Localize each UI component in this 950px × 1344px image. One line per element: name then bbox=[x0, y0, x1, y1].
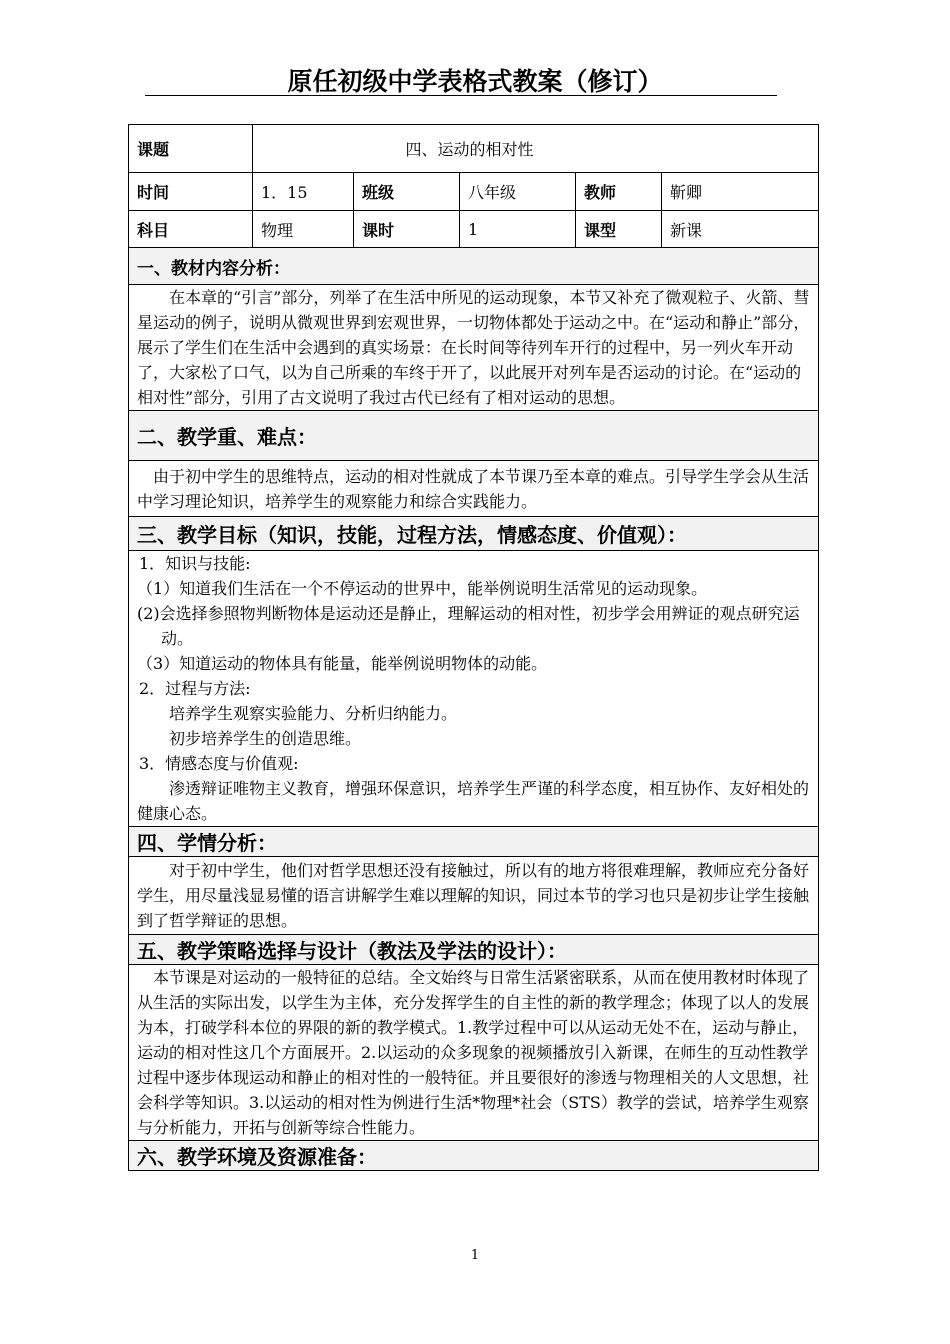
objective-heading-attitude: 3．情感态度与价值观: bbox=[139, 754, 299, 773]
section-2-heading: 二、教学重、难点： bbox=[129, 411, 819, 461]
page-number: 1 bbox=[470, 1248, 480, 1263]
lesson-plan-table bbox=[128, 124, 819, 1171]
document-title: 原任初级中学表格式教案（修订） bbox=[287, 67, 663, 96]
section-4-text: 对于初中学生，他们对哲学思想还没有接触过，所以有的地方将很难理解，教师应充分备好学生，用尽量浅显易懂的语言讲解学生难以理解的知识，同过本节的学习也只是初步让学生接触到了哲学辩证的思想。 bbox=[129, 857, 819, 935]
topic-label: 课题 bbox=[129, 125, 253, 173]
teacher-label: 教师 bbox=[576, 173, 662, 211]
section-3-heading: 三、教学目标（知识，技能，过程方法，情感态度、价值观）： bbox=[129, 517, 819, 551]
title-underline bbox=[145, 95, 777, 96]
subject-label: 科目 bbox=[129, 211, 253, 248]
objective-item: 渗透辩证唯物主义教育，增强环保意识，培养学生严谨的科学态度，相互协作、友好相处的健康心态。 bbox=[137, 779, 810, 823]
objective-item: （1）知道我们生活在一个不停运动的世界中，能举例说明生活常见的运动现象。 bbox=[137, 579, 708, 598]
time-label: 时间 bbox=[129, 173, 253, 211]
class-value: 八年级 bbox=[460, 173, 576, 211]
section-6-heading: 六、教学环境及资源准备： bbox=[129, 1141, 819, 1171]
lesson-type-value: 新课 bbox=[662, 211, 819, 248]
lesson-type-label: 课型 bbox=[576, 211, 662, 248]
class-label: 班级 bbox=[354, 173, 460, 211]
topic-value: 四、运动的相对性 bbox=[253, 125, 819, 173]
objective-heading-knowledge: 1．知识与技能: bbox=[139, 554, 251, 573]
period-label: 课时 bbox=[354, 211, 460, 248]
section-5-text: 本节课是对运动的一般特征的总结。全文始终与日常生活紧密联系，从而在使用教材时体现了从生活的实际出发，以学生为主体，充分发挥学生的自主性的新的教学理念；体现了以人的发展为本，打破学科本位的界限的新的教学模式。1.教学过程中可以从运动无处不在，运动与静止，运动的相对性这几个方面展开。2.以运动的众多现象的视频播放引入新课，在师生的互动性教学过程中逐步体现运动和静止的相对性的一般特征。并且要很好的渗透与物理相关的人文思想，社会科学等知识。3.以运动的相对性为例进行生活*物理*社会（STS）教学的尝试，培养学生观察与分析能力，开拓与创新等综合性能力。 bbox=[129, 965, 819, 1141]
objective-item: (2)会选择参照物判断物体是运动还是静止，理解运动的相对性，初步学会用辨证的观点研究运动。 bbox=[137, 604, 800, 648]
section-1-text: 在本章的“引言”部分，列举了在生活中所见的运动现象，本节又补充了微观粒子、火箭、彗星运动的例子，说明从微观世界到宏观世界，一切物体都处于运动之中。在“运动和静止”部分，展示了学生们在生活中会遇到的真实场景：在长时间等待列车开行的过程中，另一列火车开动了，大家松了口气，以为自己所乘的车终于开了，以此展开对列车是否运动的讨论。在“运动的相对性”部分，引用了古文说明了我过古代已经有了相对运动的思想。 bbox=[129, 285, 819, 411]
teacher-value: 靳卿 bbox=[662, 173, 819, 211]
subject-value: 物理 bbox=[253, 211, 354, 248]
time-value: 1．15 bbox=[253, 173, 354, 211]
objective-item: 初步培养学生的创造思维。 bbox=[169, 729, 362, 748]
section-4-heading: 四、学情分析： bbox=[129, 827, 819, 857]
objective-item: （3）知道运动的物体具有能量，能举例说明物体的动能。 bbox=[137, 654, 548, 673]
section-1-heading: 一、教材内容分析： bbox=[129, 248, 819, 285]
objective-heading-process: 2．过程与方法: bbox=[139, 679, 251, 698]
section-3-objectives bbox=[129, 551, 819, 827]
section-2-text: 由于初中学生的思维特点，运动的相对性就成了本节课乃至本章的难点。引导学生学会从生活中学习理论知识，培养学生的观察能力和综合实践能力。 bbox=[129, 461, 819, 517]
section-5-heading: 五、教学策略选择与设计（教法及学法的设计）： bbox=[129, 935, 819, 965]
period-value: 1 bbox=[460, 211, 576, 248]
objective-item: 培养学生观察实验能力、分析归纳能力。 bbox=[169, 704, 458, 723]
